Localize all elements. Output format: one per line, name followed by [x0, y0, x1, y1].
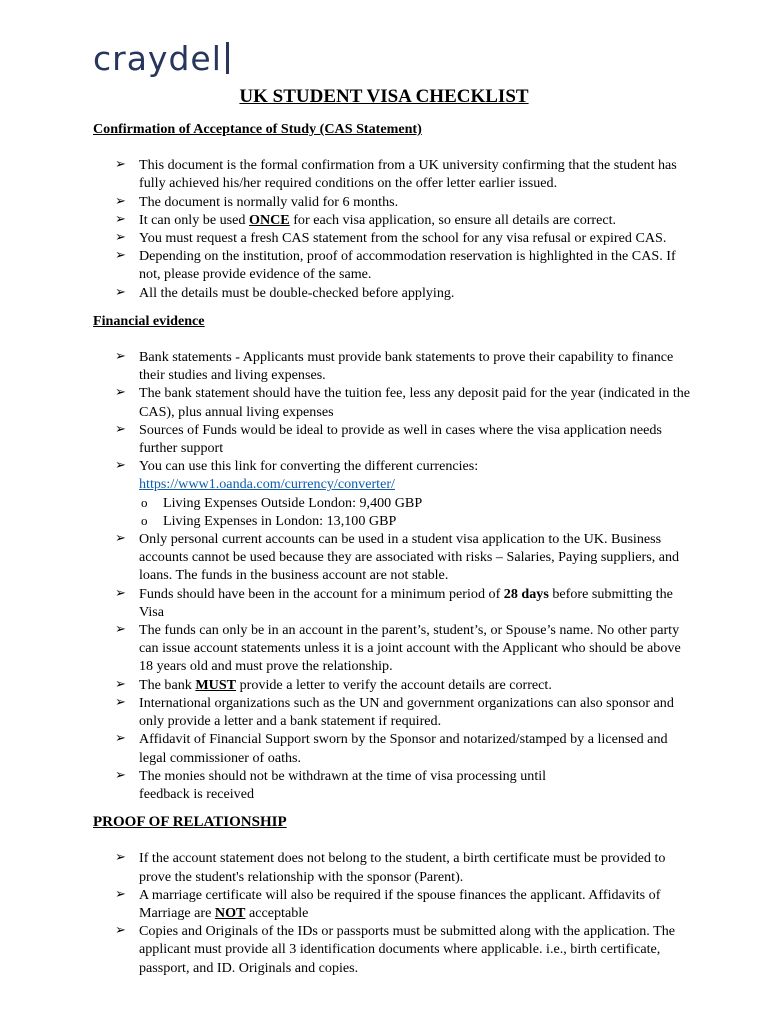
financial-list: [93, 348, 693, 803]
emphasis-not: NOT: [214, 904, 246, 921]
list-item: ➢ It can only be used ONCE for each visa application, so ensure all details are correct.: [139, 211, 693, 229]
list-item: ➢ The bank statement should have the tuition fee, less any deposit paid for the year (indicated in the CAS), plus annual living expenses: [139, 384, 693, 420]
list-item: ➢ A marriage certificate will also be required if the spouse finances the applicant. Affidavits of Marriage are NOT acceptable: [139, 886, 693, 922]
list-item: ➢ You must request a fresh CAS statement from the school for any visa refusal or expired CAS.: [139, 229, 693, 247]
list-item: ➢ Sources of Funds would be ideal to provide as well in cases where the visa application needs further support: [139, 421, 693, 457]
list-item: ➢ The document is normally valid for 6 months.: [139, 193, 693, 211]
list-item: ➢ Depending on the institution, proof of accommodation reservation is highlighted in the CAS. If not, please provide evidence of the same.: [139, 247, 693, 283]
financial-heading: Financial evidence: [93, 312, 205, 329]
list-item: ➢ Funds should have been in the account for a minimum period of 28 days before submitting the Visa: [139, 585, 693, 621]
oanda-converter-link[interactable]: https://www1.oanda.com/currency/converter/: [139, 476, 395, 493]
list-item: ➢ The monies should not be withdrawn at the time of visa processing until feedback is received: [139, 767, 693, 803]
list-item: ➢ All the details must be double-checked before applying.: [139, 284, 693, 302]
list-item: ➢ The funds can only be in an account in the parent’s, student’s, or Spouse’s name. No other party can issue account statements unless it is a joint account with the Applicant who should be above 18 years old and must prove the relationship.: [139, 621, 693, 676]
list-item: ➢ Only personal current accounts can be used in a student visa application to the UK. Business accounts cannot be used because they are associated with risks – Salaries, Paying suppliers, and loans. The funds in the business account are not stable.: [139, 530, 693, 585]
emphasis-once: ONCE: [248, 211, 290, 228]
relationship-heading: PROOF OF RELATIONSHIP: [93, 814, 287, 831]
document-body: [93, 120, 693, 977]
list-item: ➢ You can use this link for converting the different currencies: https://www1.oanda.com/currency/converter/ o Living Expenses Outside London: 9,400 GBP o Living Expenses in London: 13,100 GBP: [139, 457, 693, 530]
logo-bar: [226, 42, 229, 74]
list-item: ➢ If the account statement does not belong to the student, a birth certificate must be provided to prove the student's relationship with the sponsor (Parent).: [139, 849, 693, 885]
page-title: UK STUDENT VISA CHECKLIST: [239, 86, 529, 107]
emphasis-must: MUST: [195, 676, 237, 693]
list-item: ➢ This document is the formal confirmation from a UK university confirming that the student has fully achieved his/her required conditions on the offer letter earlier issued.: [139, 156, 693, 192]
living-expenses-list: [139, 494, 693, 530]
list-item: ➢ The bank MUST provide a letter to verify the account details are correct.: [139, 676, 693, 694]
relationship-list: [93, 849, 693, 976]
list-item: o Living Expenses in London: 13,100 GBP: [163, 512, 693, 530]
list-item: ➢ Affidavit of Financial Support sworn by the Sponsor and notarized/stamped by a licensed and legal commissioner of oaths.: [139, 730, 693, 766]
emphasis-28-days: 28 days: [503, 585, 549, 602]
logo-text: craydel: [93, 38, 222, 78]
cas-heading: Confirmation of Acceptance of Study (CAS Statement): [93, 121, 422, 137]
list-item: ➢ Copies and Originals of the IDs or passports must be submitted along with the application. The applicant must provide all 3 identification documents where applicable. i.e., birth certificate, passport, and ID. Originals and copies.: [139, 922, 693, 977]
list-item: ➢ International organizations such as the UN and government organizations can also sponsor and only provide a letter and a bank statement if required.: [139, 694, 693, 730]
list-item: ➢ Bank statements - Applicants must provide bank statements to prove their capability to finance their studies and living expenses.: [139, 348, 693, 384]
craydel-logo: [93, 38, 229, 78]
cas-list: [93, 156, 693, 302]
list-item: o Living Expenses Outside London: 9,400 GBP: [163, 494, 693, 512]
